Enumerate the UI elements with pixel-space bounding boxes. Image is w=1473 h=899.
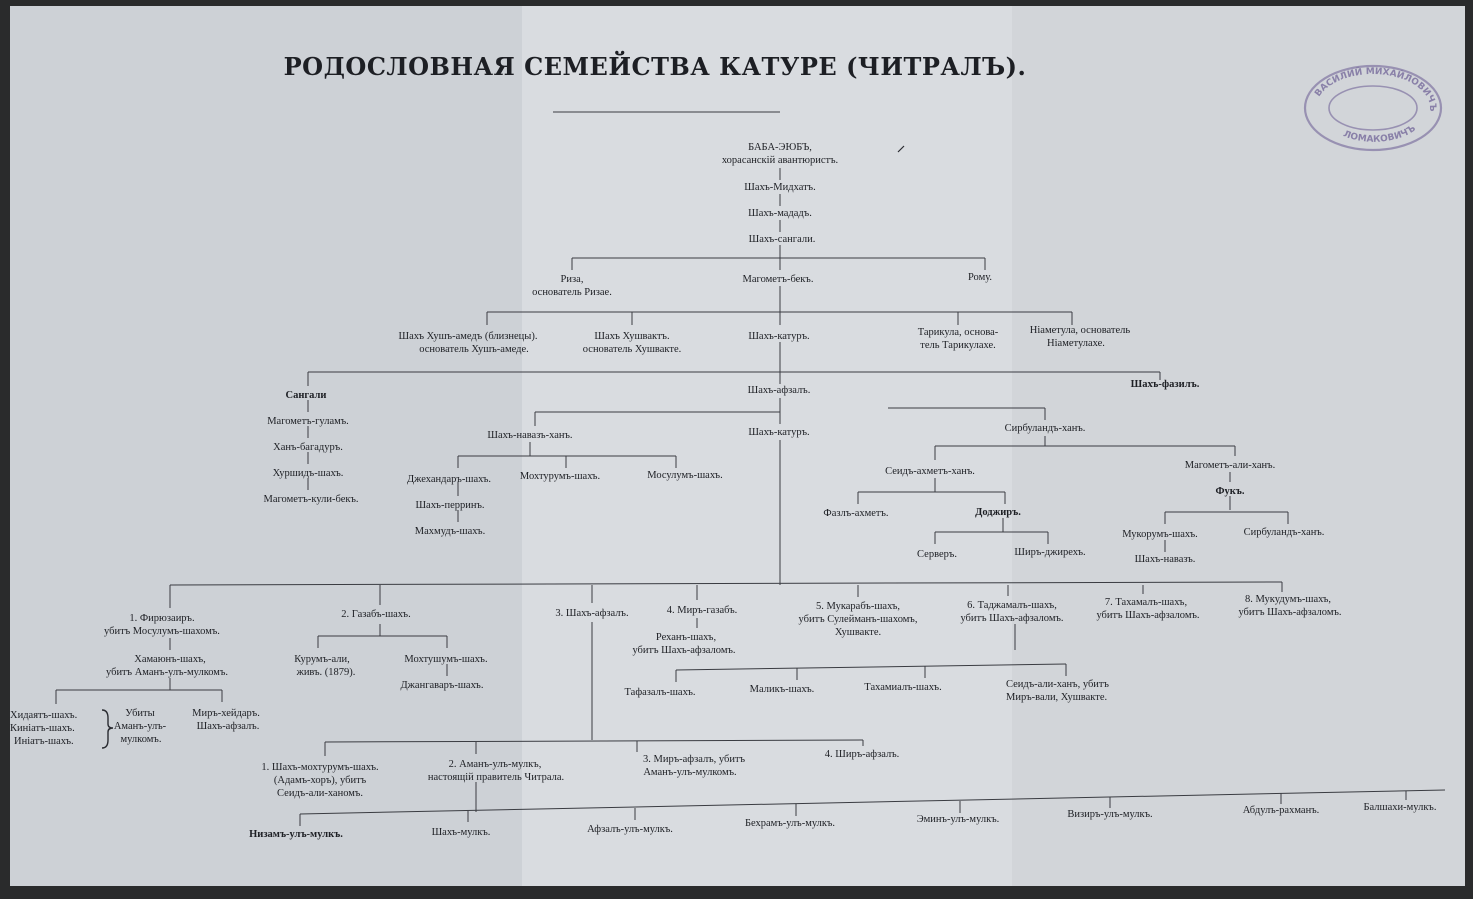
node-khidayat: Хидаятъ-шахъ. <box>10 710 78 721</box>
node-magomet-bek: Магометъ-бекъ. <box>742 274 814 285</box>
node-shah-katur: Шахъ-катуръ. <box>748 331 810 342</box>
node-shah-navaz-khan: Шахъ-навазъ-ханъ. <box>487 430 573 441</box>
node-h1-note: Сеидъ-али-ханомъ. <box>277 788 363 799</box>
node-server: Серверъ. <box>917 549 957 560</box>
node-magomet-gulam: Магометъ-гуламъ. <box>267 416 349 427</box>
node-g2: 2. Газабъ-шахъ. <box>341 609 411 620</box>
node-balshakhi-mulk: Балшахи-мулкъ. <box>1363 802 1437 813</box>
node-baba-eyub: БАБА-ЭЮБЪ, <box>748 142 812 153</box>
node-shah-afzal: Шахъ-афзалъ. <box>747 385 811 396</box>
node-riza-desc: основатель Ризае. <box>532 287 612 298</box>
node-dodzhir: Доджиръ. <box>975 507 1021 518</box>
node-h2-note: настоящій правитель Читрала. <box>427 772 565 783</box>
node-shah-katur-2: Шахъ-катуръ. <box>748 427 810 438</box>
node-h3-name: 3. Миръ-афзалъ, убитъ <box>642 754 746 765</box>
node-baba-eyub-desc: хорасанскій авантюристъ. <box>721 155 839 166</box>
node-shah-madad: Шахъ-мададъ. <box>748 208 812 219</box>
node-g6-name: 6. Таджамалъ-шахъ, <box>967 600 1057 611</box>
node-sangali: Сангали <box>285 390 327 401</box>
node-niametula: Ніаметула, основатель <box>1029 325 1131 336</box>
svg-text:ВАСИЛИЙ МИХАЙЛОВИЧЪ: ВАСИЛИЙ МИХАЙЛОВИЧЪ <box>1313 66 1438 112</box>
node-shah-sangali: Шахъ-сангали. <box>748 234 816 245</box>
node-abdul-rakhman: Абдулъ-рахманъ. <box>1242 805 1320 816</box>
node-mir-kheidar-2: Шахъ-афзалъ. <box>196 721 260 732</box>
node-mokhturum: Мохтурумъ-шахъ. <box>519 471 601 482</box>
node-fazl-akhmet: Фазлъ-ахметъ. <box>823 508 889 519</box>
node-g5-note: убитъ Сулейманъ-шахомъ, <box>798 614 918 625</box>
node-jekhandar: Джехандаръ-шахъ. <box>406 474 492 485</box>
node-g8-note: убитъ Шахъ-афзаломъ. <box>1238 607 1342 618</box>
node-g6-note: убитъ Шахъ-афзаломъ. <box>960 613 1064 624</box>
node-emin-ul-mulk: Эминъ-улъ-мулкъ. <box>916 814 1000 825</box>
node-kiniat: Киніатъ-шахъ. <box>10 723 75 734</box>
node-kurum-ali-note: живъ. (1879). <box>296 667 356 678</box>
svg-text:ЛОМАКОВИЧЪ: ЛОМАКОВИЧЪ <box>1341 123 1418 145</box>
node-g8-name: 8. Мукудумъ-шахъ, <box>1244 594 1332 605</box>
node-riza: Риза, <box>560 274 584 285</box>
node-shir-dzhirekh: Ширъ-джирехъ. <box>1014 547 1086 558</box>
node-kurum-ali: Курумъ-али, <box>294 654 350 665</box>
node-dzhangavar: Джангаваръ-шахъ. <box>400 680 484 691</box>
node-shah-mulk: Шахъ-мулкъ. <box>431 827 491 838</box>
node-h1-alias: (Адамъ-хоръ), убитъ <box>273 775 367 786</box>
node-ubity-by-2: мулкомъ. <box>120 734 162 745</box>
node-g4: 4. Миръ-газабъ. <box>666 605 738 616</box>
page-title: РОДОСЛОВНАЯ СЕМЕЙСТВА КАТУРЕ (ЧИТРАЛЪ). <box>283 52 1027 81</box>
node-khushvakt: Шахъ Хушвактъ. <box>594 331 670 342</box>
node-mukorum: Мукорумъ-шахъ. <box>1122 529 1198 540</box>
node-sirbuland-2: Сирбуландъ-ханъ. <box>1243 527 1325 538</box>
node-h1-name: 1. Шахъ-мохтурумъ-шахъ. <box>261 762 379 773</box>
node-h4: 4. Ширъ-афзалъ. <box>824 749 900 760</box>
node-fuk: Фукъ. <box>1215 486 1245 497</box>
node-shah-midkhat: Шахъ-Мидхатъ. <box>744 182 816 193</box>
node-makhmud: Махмудъ-шахъ. <box>414 526 486 537</box>
node-nizam-ul-mulk: Низамъ-улъ-мулкъ. <box>249 829 343 840</box>
node-g3: 3. Шахъ-афзалъ. <box>555 608 629 619</box>
node-romu: Рому. <box>967 272 993 283</box>
node-mir-kheidar: Миръ-хейдаръ. <box>192 708 260 719</box>
node-seid-ali-khan: Сеидъ-али-ханъ, убитъ <box>1006 679 1109 690</box>
node-malik: Маликъ-шахъ. <box>749 684 815 695</box>
node-shah-fazil: Шахъ-фазилъ. <box>1130 379 1200 390</box>
node-niametula-desc: Ніаметулахе. <box>1047 338 1105 349</box>
node-h3-note: Аманъ-улъ-мулкомъ. <box>643 767 737 778</box>
node-g7-note: убитъ Шахъ-афзаломъ. <box>1096 610 1200 621</box>
node-khurshid: Хуршидъ-шахъ. <box>272 468 344 479</box>
node-khush-amed-desc: основатель Хушъ-амеде. <box>419 344 529 355</box>
node-tarikula: Тарикула, основа- <box>917 327 999 338</box>
node-khushvakt-desc: основатель Хушвакте. <box>582 344 682 355</box>
node-seid-ali-khan-note: Миръ-вали, Хушвакте. <box>1006 692 1108 703</box>
node-ubity-by: Аманъ-улъ- <box>113 721 167 732</box>
node-khamayun: Хамаюнъ-шахъ, <box>134 654 206 665</box>
node-tarikula-desc: тель Тарикулахе. <box>920 340 996 351</box>
node-g1-name: 1. Фирюзаиръ. <box>129 613 195 624</box>
node-afzal-ul-mulk: Афзалъ-улъ-мулкъ. <box>587 824 673 835</box>
node-seid-akhmet: Сеидъ-ахметъ-ханъ. <box>885 466 975 477</box>
node-ubity: Убиты <box>125 708 155 719</box>
node-bekhram-ul-mulk: Бехрамъ-улъ-мулкъ. <box>744 818 836 829</box>
node-h2-name: 2. Аманъ-улъ-мулкъ, <box>448 759 542 770</box>
node-iniat: Иніатъ-шахъ. <box>14 736 74 747</box>
node-mosulum: Мосулумъ-шахъ. <box>647 470 723 481</box>
node-vizir-ul-mulk: Визиръ-улъ-мулкъ. <box>1067 809 1153 820</box>
node-g1-note: убитъ Мосулумъ-шахомъ. <box>104 626 220 637</box>
node-g5-place: Хушвакте. <box>834 627 882 638</box>
node-rekhan-note: убитъ Шахъ-афзаломъ. <box>632 645 736 656</box>
node-magomet-kuli: Магометъ-кули-бекъ. <box>263 494 359 505</box>
node-sirbuland-khan: Сирбуландъ-ханъ. <box>1004 423 1086 434</box>
node-shah-navaz-2: Шахъ-навазъ. <box>1134 554 1196 565</box>
node-takhamial: Тахамиалъ-шахъ. <box>864 682 942 693</box>
node-magomet-ali-khan: Магометъ-али-ханъ. <box>1184 460 1276 471</box>
node-g7-name: 7. Тахамалъ-шахъ, <box>1104 597 1188 608</box>
node-rekhan: Реханъ-шахъ, <box>655 632 717 643</box>
node-khan-bagadur: Ханъ-багадуръ. <box>273 442 343 453</box>
node-shah-perrin: Шахъ-перринъ. <box>415 500 485 511</box>
library-stamp <box>1302 62 1444 154</box>
node-tafazal: Тафазалъ-шахъ. <box>624 687 696 698</box>
node-khush-amed: Шахъ Хушъ-амедъ (близнецы). <box>398 331 538 342</box>
node-khamayun-note: убитъ Аманъ-улъ-мулкомъ. <box>105 667 229 678</box>
node-g5-name: 5. Мукарабъ-шахъ, <box>816 601 900 612</box>
node-mokhtushum: Мохтушумъ-шахъ. <box>404 654 488 665</box>
